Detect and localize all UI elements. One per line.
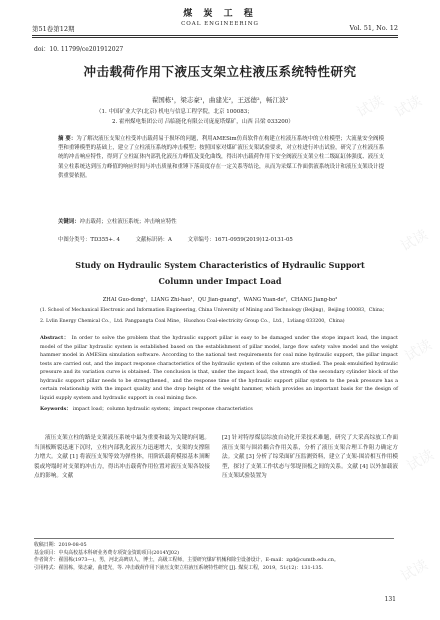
affiliation-en-1: (1. School of Mechanical Electronic and Information Engineering, China University of Mining and Technology (Beijing)，Beijing 100083，China； bbox=[40, 308, 388, 313]
affiliation-zh-1: （1. 中国矿业大学(北京) 机电与信息工程学院，北京 100083； bbox=[96, 109, 253, 115]
keywords-zh-label: 关键词： bbox=[58, 219, 80, 225]
abstract-zh bbox=[58, 135, 384, 181]
keywords-zh bbox=[58, 217, 388, 225]
journal-name: 煤 炭 工 程 bbox=[183, 9, 257, 19]
keywords-en-label: Keywords： bbox=[40, 406, 72, 412]
keywords-zh-text: 冲击载荷；立柱液压系统；冲击响应特性 bbox=[79, 219, 177, 225]
clc-number: 中图分类号：TD355+. 4 bbox=[58, 237, 120, 243]
authors-en: ZHAI Guo-dong¹，LIANG Zhi-hao¹，QU Jian-guang²，WANG Yuan-de²，CHANG Jiang-bo² bbox=[102, 297, 338, 303]
affiliation-zh-2: 2. 霍州煤电集团公司 吕临能化有限公司庞庞塔煤矿，山西 吕梁 033200） bbox=[112, 119, 294, 125]
document-code: 文献标识码：A bbox=[135, 237, 172, 243]
abstract-zh-label: 摘 要： bbox=[58, 136, 77, 142]
abstract-en bbox=[40, 334, 398, 402]
doi: doi：10. 11799/ce201912027 bbox=[34, 46, 124, 53]
classification-line bbox=[58, 235, 307, 243]
abstract-en-label: Abstract： bbox=[40, 335, 70, 341]
authors-zh: 翟国栋¹，梁志豪¹，曲建光²，王远德²，畅江波² bbox=[151, 96, 289, 104]
abstract-zh-text: 为了解决液压支架立柱受冲击载荷易于损坏的问题，利用AMESim仿真软件在构建立柱液压系统中的立柱模型；大流量安全阀模型和重锤模型的基础上，建立了立柱液压系统的冲击模型；按照国家对煤矿液压支架试验要求，对立柱进行冲击试验，研究了立柱液压系统的冲击响应特性，得到了立柱缸体内部乳化液压力峰值及变化曲线，得出冲击载荷作用下安全阀液压支架立柱二级缸缸体强度、液压支架立柱系统达到压力峰值的响应时间与冲击质量和重锤下落高度存在一定关系等结论，从而为采煤工作面供液系统设计和液压支架设计提供重要依据。 bbox=[58, 136, 384, 179]
watermark: 试读 bbox=[398, 226, 431, 255]
abstract-en-text: In order to solve the problem that the hydraulic support pillar is easy to be damaged under the stope impact load, the impact model of the pillar hydraulic system is established based on the establishment of pillar model, large flow safety valve model and the weight hammer model in AMESim simulation software. According to the national test requirements for coal mine hydraulic support, the pillar impact tests are carried out, and the impact response characteristics of the hydraulic system of the column are studied. The peak emulsified hydraulic pressure and its variation curve is obtained. The conclusion is that, under the impact load, the strength of the secondary cylinder block of the hydraulic support pillar needs to be strengthened，and the response time of the hydraulic support pillar system to the peak pressure has a certain relationship with the impact quality and the drop height of the weight hammer, which provides an important basis for the design of liquid supply system and hydraulic support in coal mining face. bbox=[40, 335, 399, 401]
affiliation-en-2: 2. Lvlin Energy Chemical Co.，Ltd. Pangpangta Coal Mine，Huozhou Coal-electricity Group Co.，Ltd.，Lvliang 033200，China) bbox=[40, 319, 345, 324]
page-number: 131 bbox=[384, 596, 396, 603]
header-rule-thin bbox=[32, 37, 398, 38]
header-rule bbox=[32, 35, 398, 36]
footnotes bbox=[34, 538, 394, 572]
volume-issue-zh: 第51卷第12期 bbox=[32, 25, 75, 33]
watermark: 试读 bbox=[392, 92, 425, 121]
keywords-en-text: impact load；column hydraulic system；impact response characteristics bbox=[72, 406, 253, 412]
watermark: 试读 bbox=[398, 556, 431, 585]
journal-header bbox=[0, 4, 440, 42]
title-en-line2: Column under Impact Load bbox=[158, 276, 282, 286]
body-column-left: 液压支架立柱的路是支架液压系统中最为重要和最为关键的问题。当顶板断裂迅速下沉时，立柱内部乳化液压力迅速增大，支架的支撑阻力增大。文献 [1] 将液压支架等效为弹性体，用阶跃载荷模拟基本顶断裂或垮塌时对支架的冲击力，得出冲击载荷作用位置对液压支架各铰接点的影响。文献 bbox=[34, 435, 210, 480]
title-zh: 冲击载荷作用下液压支架立柱液压系统特性研究 bbox=[83, 64, 357, 79]
watermark: 试读 bbox=[354, 92, 387, 121]
volume-issue-en: Vol. 51, No. 12 bbox=[349, 24, 398, 32]
watermark: 试读 bbox=[404, 446, 437, 475]
citation-format: 引用格式：翟国栋，梁志豪，曲建光，等. 冲击载荷作用下液压支架立柱液压系统特性研究 [J]. 煤炭工程，2019，51(12)：131-135. bbox=[34, 564, 324, 571]
keywords-en bbox=[40, 405, 398, 413]
author-bio: 作者简介：翟国栋(1973—)，男，河北高碑店人，博士，高级工程师，主要研究煤矿机械和除尘设备设计，E-mail：zgd@cumtb.edu.cn。 bbox=[34, 557, 339, 564]
body-column-right: [2] 针对特厚煤层综放自动化开采技术难题，研究了大采高综放工作面液压支架与围岩耦合作用关系，分析了液压支架合理工作阻力确定方法。文献 [3] 分析了综采面矿压监测资料，建立了支架-围岩相互作用模型，探讨了支架工作状态与邻堤顶板之间的关系。文献 [4] 以外加载液压支架试验装置为 bbox=[222, 435, 398, 480]
received-date: 收稿日期：2019-08-05 bbox=[34, 542, 87, 548]
article-number: 文章编号：1671-0959(2019)12-0131-05 bbox=[187, 237, 293, 243]
title-en-line1: Study on Hydraulic System Characteristics of Hydraulic Support bbox=[75, 260, 365, 270]
journal-name-en: COAL ENGINEERING bbox=[181, 21, 259, 27]
watermark: 试读 bbox=[402, 336, 435, 365]
funding: 基金项目：中央高校基本科研业务费专项资金资助项目(2014YJ02) bbox=[34, 549, 180, 556]
